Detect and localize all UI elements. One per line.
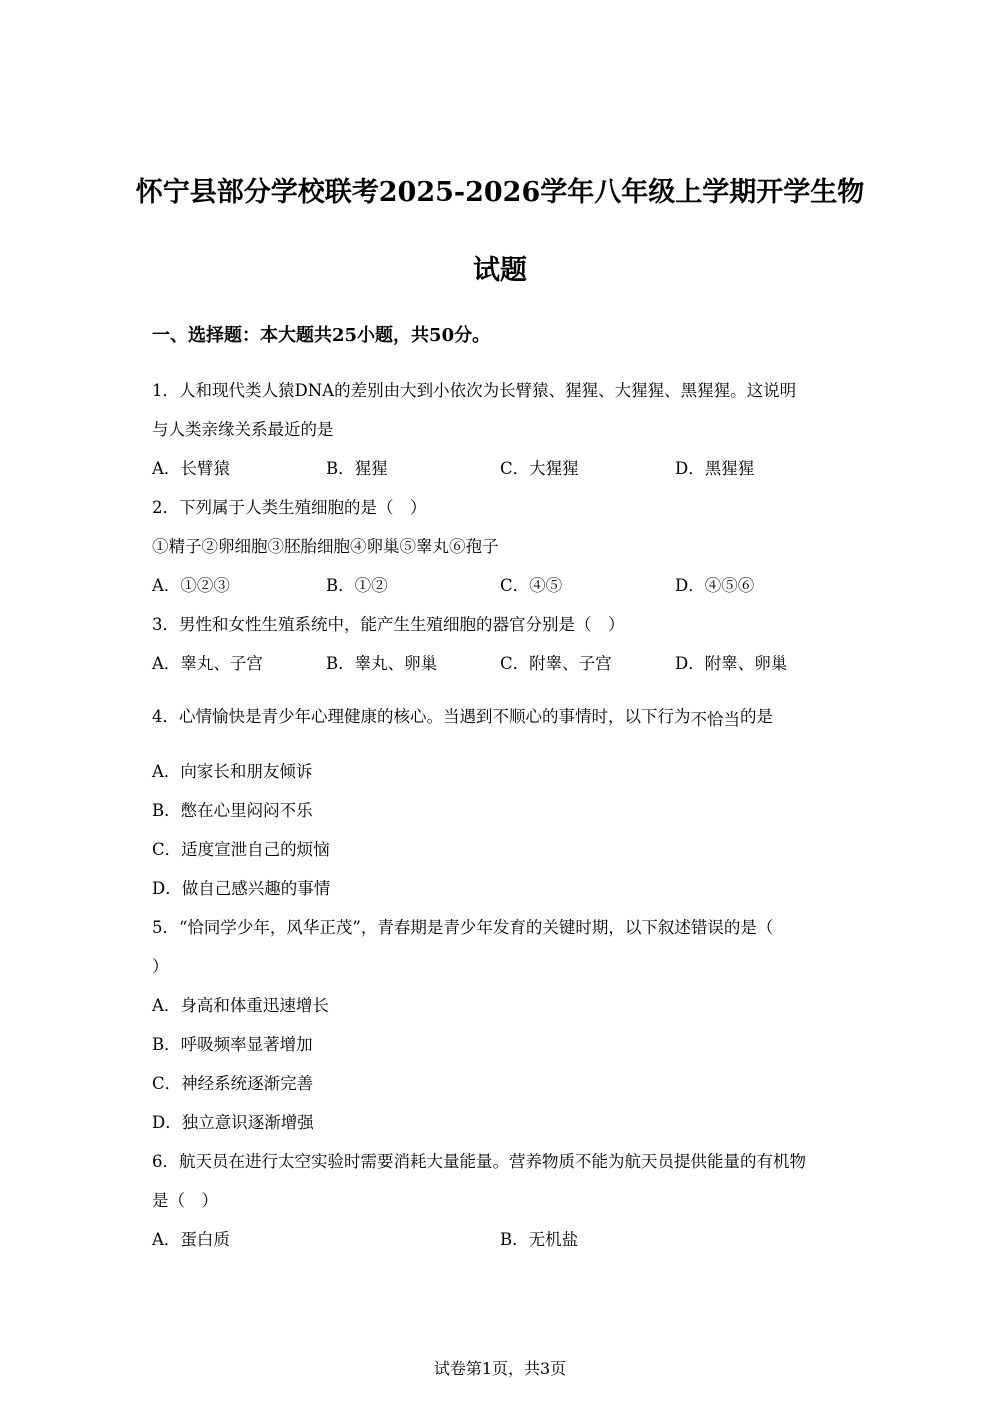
question-5-option-c: C．神经系统逐渐完善 [152, 1074, 314, 1093]
document-title-line-1: 怀宁县部分学校联考2025-2026学年八年级上学期开学生物 [135, 177, 865, 208]
question-1-option-a: A．长臂猿 [152, 459, 230, 478]
question-1-option-c: C．大猩猩 [500, 459, 579, 478]
document-title-line-2: 试题 [473, 255, 527, 286]
question-2-option-d: D．④⑤⑥ [675, 576, 755, 595]
question-1-option-b: B．猩猩 [326, 459, 388, 478]
question-2-items: ①精子②卵细胞③胚胎细胞④卵巢⑤睾丸⑥孢子 [152, 537, 499, 556]
question-5-option-b: B．呼吸频率显著增加 [152, 1035, 313, 1054]
question-5-option-a: A．身高和体重迅速增长 [152, 996, 329, 1015]
question-3-option-c: C．附睾、子宫 [500, 654, 612, 673]
question-2-option-b: B．①② [326, 576, 388, 595]
page-footer: 试卷第1页，共3页 [433, 1359, 567, 1378]
question-5-text: 5．“恰同学少年，风华正茂”，青春期是青少年发育的关键时期，以下叙述错误的是（ [152, 918, 774, 937]
question-4-option-b: B．憋在心里闷闷不乐 [152, 801, 313, 820]
question-6-option-b: B．无机盐 [500, 1230, 579, 1249]
question-2-option-c: C．④⑤ [500, 576, 563, 595]
question-4-option-a: A．向家长和朋友倾诉 [152, 762, 313, 781]
question-6-text: 6．航天员在进行太空实验时需要消耗大量能量。营养物质不能为航天员提供能量的有机物 [152, 1152, 806, 1171]
question-1-text: 1．人和现代类人猿DNA的差别由大到小依次为长臂猿、猩猩、大猩猩、黑猩猩。这说明 [152, 381, 797, 400]
question-4-text [152, 703, 773, 727]
question-1-text-cont: 与人类亲缘关系最近的是 [152, 420, 334, 439]
question-3-option-a: A．睾丸、子宫 [152, 654, 263, 673]
section-heading: 一、选择题：本大题共25小题，共50分。 [152, 325, 491, 346]
question-4-text-part-3: 的是 [740, 707, 773, 726]
question-1-option-d: D．黑猩猩 [675, 459, 755, 478]
question-2-option-a: A．①②③ [152, 576, 230, 595]
question-4-option-d: D．做自己感兴趣的事情 [152, 879, 331, 898]
question-4-option-c: C．适度宣泄自己的烦恼 [152, 840, 330, 859]
question-5-text-cont: ） [152, 957, 169, 976]
question-3-text: 3．男性和女性生殖系统中，能产生生殖细胞的器官分别是（ ） [152, 615, 625, 634]
question-4-emphasis: 不恰当 [690, 710, 740, 729]
question-5-option-d: D．独立意识逐渐增强 [152, 1113, 314, 1132]
question-6-option-a: A．蛋白质 [152, 1230, 230, 1249]
question-2-text: 2．下列属于人类生殖细胞的是（ ） [152, 498, 427, 517]
question-3-option-d: D．附睾、卵巢 [675, 654, 788, 673]
question-6-text-cont: 是（ ） [152, 1191, 218, 1210]
question-4-text-part-1: 4．心情愉快是青少年心理健康的核心。当遇到不顺心的事情时，以下行为 [152, 707, 691, 726]
question-3-option-b: B．睾丸、卵巢 [326, 654, 438, 673]
